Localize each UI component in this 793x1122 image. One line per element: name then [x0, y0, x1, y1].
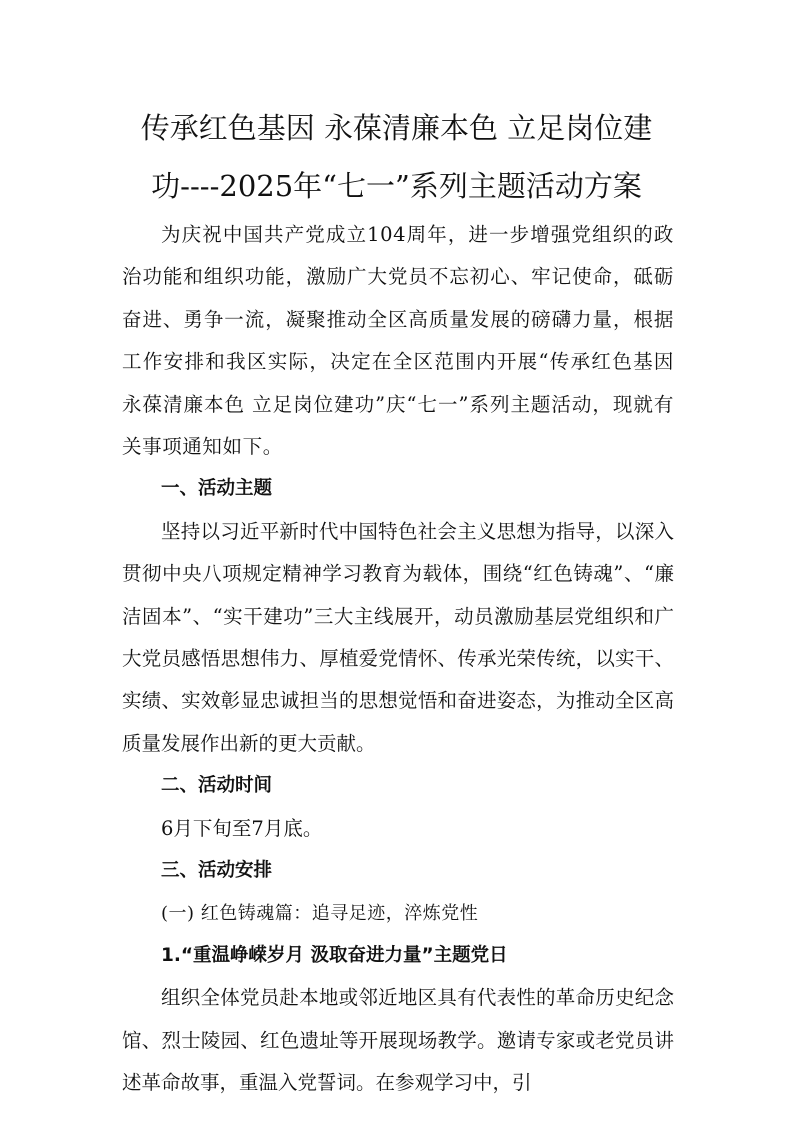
item-paragraph-party-day: 组织全体党员赴本地或邻近地区具有代表性的革命历史纪念馆、烈士陵园、红色遗址等开展现场教学。邀请专家或老党员讲述革命故事，重温入党誓词。在参观学习中，引 [122, 986, 674, 1095]
document-body [122, 214, 674, 1105]
title-line-1: 传承红色基因 永葆清廉本色 立足岗位建 [140, 111, 653, 145]
time-paragraph: 6月下旬至7月底。 [161, 816, 323, 840]
section-heading-theme: 一、活动主题 [161, 478, 273, 500]
document-title [110, 99, 683, 215]
item-heading-party-day: 1.“重温峥嵘岁月 汲取奋进力量”主题党日 [161, 944, 508, 966]
intro-paragraph: 为庆祝中国共产党成立104周年，进一步增强党组织的政治功能和组织功能，激励广大党员不忘初心、牢记使命，砥砺奋进、勇争一流，凝聚推动全区高质量发展的磅礴力量，根据工作安排和我区实际，决定在全区范围内开展“传承红色基因 永葆清廉本色 立足岗位建功”庆“七一”系列主题活动，现就有关事项通知如下。 [122, 223, 674, 459]
subsection-heading-red: (一) 红色铸魂篇：追寻足迹，淬炼党性 [161, 902, 479, 924]
theme-paragraph: 坚持以习近平新时代中国特色社会主义思想为指导，以深入贯彻中央八项规定精神学习教育为载体，围绕“红色铸魂”、“廉洁固本”、“实干建功”三大主线展开，动员激励基层党组织和广大党员感悟思想伟力、厚植爱党情怀、传承光荣传统，以实干、实绩、实效彰显忠诚担当的思想觉悟和奋进姿态，为推动全区高质量发展作出新的更大贡献。 [122, 519, 674, 755]
section-heading-arrangement: 三、活动安排 [161, 860, 273, 882]
title-line-2: 功----2025年“七一”系列主题活动方案 [151, 169, 642, 203]
section-heading-time: 二、活动时间 [161, 775, 273, 797]
